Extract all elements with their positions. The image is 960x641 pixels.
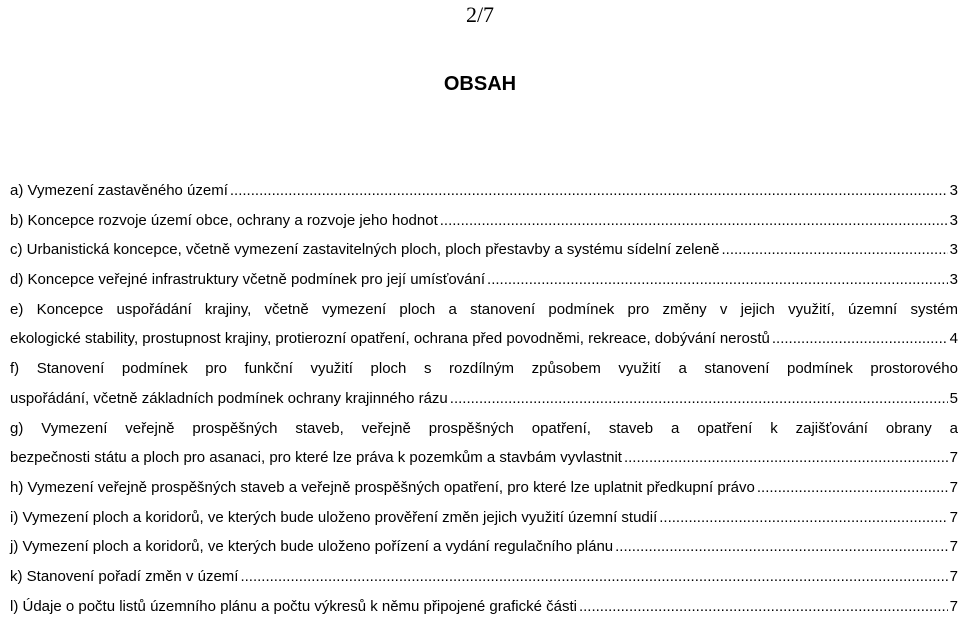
toc-leader-dots bbox=[757, 473, 948, 503]
toc-page-number: 5 bbox=[949, 389, 958, 407]
toc-page-number: 7 bbox=[949, 478, 958, 496]
toc-leader-dots bbox=[615, 532, 948, 562]
toc-label: d) Koncepce veřejné infrastruktury včetně podmínek pro její umísťování bbox=[10, 271, 486, 289]
toc-page-number: 3 bbox=[949, 211, 958, 229]
table-of-contents bbox=[10, 176, 958, 621]
toc-entry-d[interactable] bbox=[10, 265, 958, 295]
toc-entry-f[interactable] bbox=[10, 354, 958, 413]
toc-leader-dots bbox=[772, 324, 948, 354]
toc-entry-a[interactable] bbox=[10, 176, 958, 206]
toc-page-number: 3 bbox=[949, 182, 958, 199]
toc-label: l) Údaje o počtu listů územního plánu a počtu výkresů k němu připojené grafické části bbox=[10, 597, 577, 615]
toc-entry-k[interactable] bbox=[10, 562, 958, 592]
toc-page-number: 7 bbox=[949, 538, 958, 556]
toc-entry-g[interactable] bbox=[10, 414, 958, 473]
toc-label: a) Vymezení zastavěného území bbox=[10, 182, 228, 199]
toc-label-line2: ekologické stability, prostupnost krajiny, protierozní opatření, ochrana před povodněmi, rekreace, dobývání nerostů bbox=[10, 330, 770, 348]
toc-label: h) Vymezení veřejně prospěšných staveb a veřejně prospěšných opatření, pro které lze uplatnit předkupní právo bbox=[10, 478, 755, 496]
toc-page-number: 3 bbox=[949, 241, 958, 259]
toc-page-number: 7 bbox=[949, 508, 958, 526]
toc-leader-dots bbox=[624, 443, 948, 473]
toc-label: c) Urbanistická koncepce, včetně vymezení zastavitelných ploch, ploch přestavby a systému sídelní zeleně bbox=[10, 241, 720, 259]
toc-entry-i[interactable] bbox=[10, 503, 958, 533]
toc-label: i) Vymezení ploch a koridorů, ve kterých bude uloženo prověření změn jejich využití územní studií bbox=[10, 508, 658, 526]
toc-label: k) Stanovení pořadí změn v území bbox=[10, 567, 239, 585]
toc-leader-dots bbox=[440, 206, 948, 236]
toc-entry-b[interactable] bbox=[10, 206, 958, 236]
toc-page-number: 3 bbox=[949, 271, 958, 289]
toc-leader-dots bbox=[450, 384, 948, 414]
toc-page-number: 7 bbox=[949, 597, 958, 615]
toc-label-line1: g) Vymezení veřejně prospěšných staveb, veřejně prospěšných opatření, staveb a opatření k zajišťování obrany a bbox=[10, 419, 958, 437]
toc-leader-dots bbox=[659, 503, 947, 533]
toc-page-number: 7 bbox=[949, 449, 958, 467]
toc-leader-dots bbox=[230, 176, 948, 206]
toc-leader-dots bbox=[579, 592, 948, 622]
toc-page-number: 7 bbox=[949, 567, 958, 585]
toc-entry-j[interactable] bbox=[10, 532, 958, 562]
toc-entry-e[interactable] bbox=[10, 295, 958, 354]
toc-label-line1: f) Stanovení podmínek pro funkční využití ploch s rozdílným způsobem využití a stanovení podmínek prostorového bbox=[10, 360, 958, 378]
toc-label: b) Koncepce rozvoje území obce, ochrany a rozvoje jeho hodnot bbox=[10, 211, 438, 229]
toc-label-line2: uspořádání, včetně základních podmínek ochrany krajinného rázu bbox=[10, 389, 448, 407]
toc-entry-c[interactable] bbox=[10, 235, 958, 265]
toc-page-number: 4 bbox=[949, 330, 958, 348]
toc-label-line2: bezpečnosti státu a ploch pro asanaci, pro které lze práva k pozemkům a stavbám vyvlastnit bbox=[10, 449, 622, 467]
toc-label-line1: e) Koncepce uspořádání krajiny, včetně vymezení ploch a stanovení podmínek pro změny v jejich využití, územní systém bbox=[10, 300, 958, 318]
page-title: OBSAH bbox=[443, 73, 517, 95]
toc-entry-l[interactable] bbox=[10, 592, 958, 622]
toc-leader-dots bbox=[487, 265, 948, 295]
page-number: 2/7 bbox=[465, 2, 495, 27]
toc-entry-h[interactable] bbox=[10, 473, 958, 503]
toc-leader-dots bbox=[240, 562, 947, 592]
toc-leader-dots bbox=[722, 235, 948, 265]
toc-label: j) Vymezení ploch a koridorů, ve kterých bude uloženo pořízení a vydání regulačního plánu bbox=[10, 538, 614, 556]
